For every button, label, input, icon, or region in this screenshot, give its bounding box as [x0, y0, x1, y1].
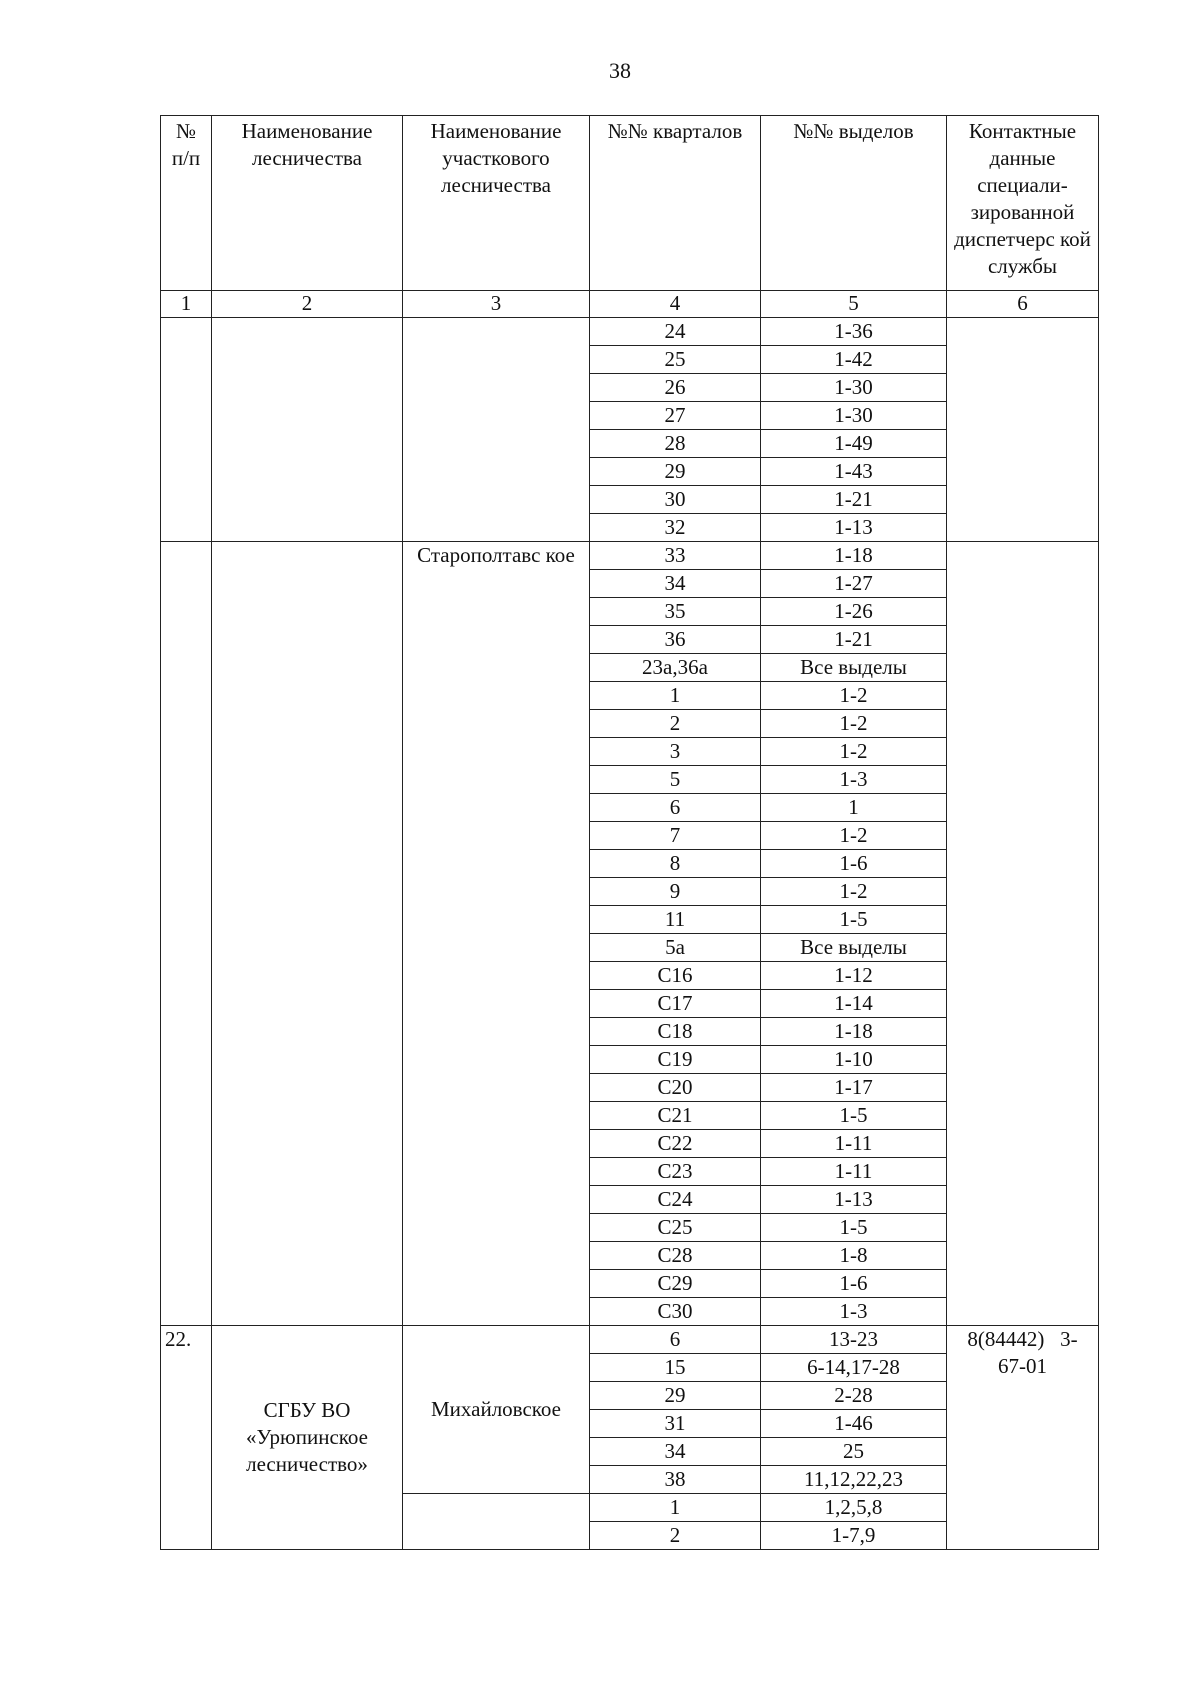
quarter-cell: 3: [590, 738, 761, 766]
quarter-cell: 15: [590, 1354, 761, 1382]
contact-cell: [947, 1326, 1099, 1550]
quarter-cell: С25: [590, 1214, 761, 1242]
quarter-cell: С23: [590, 1158, 761, 1186]
quarter-cell: С29: [590, 1270, 761, 1298]
plots-cell: 1-11: [761, 1130, 947, 1158]
plots-cell: 13-23: [761, 1326, 947, 1354]
forestry-table: [160, 115, 1099, 1550]
plots-cell: Все выделы: [761, 934, 947, 962]
quarter-cell: 29: [590, 1382, 761, 1410]
quarter-cell: 2: [590, 710, 761, 738]
quarter-cell: 1: [590, 1494, 761, 1522]
plots-cell: 1-11: [761, 1158, 947, 1186]
plots-cell: 6-14,17-28: [761, 1354, 947, 1382]
forestry-cell: [212, 318, 403, 542]
plots-cell: 1-8: [761, 1242, 947, 1270]
contact-phone-line2: 67-01: [998, 1354, 1047, 1378]
quarter-cell: 29: [590, 458, 761, 486]
contact-phone-line1: 8(84442) 3-: [967, 1327, 1078, 1351]
plots-cell: 2-28: [761, 1382, 947, 1410]
quarter-cell: 35: [590, 598, 761, 626]
plots-cell: 1-3: [761, 1298, 947, 1326]
plots-cell: 1-36: [761, 318, 947, 346]
plots-cell: 1-21: [761, 486, 947, 514]
plots-cell: 1-49: [761, 430, 947, 458]
plots-cell: 1-5: [761, 1214, 947, 1242]
plots-cell: 1-13: [761, 514, 947, 542]
plots-cell: 1-10: [761, 1046, 947, 1074]
column-number: 5: [761, 291, 947, 318]
column-number: 4: [590, 291, 761, 318]
column-number: 3: [403, 291, 590, 318]
plots-cell: 1-27: [761, 570, 947, 598]
quarter-cell: С24: [590, 1186, 761, 1214]
plots-cell: 1-12: [761, 962, 947, 990]
header-contacts: Контактные данные специали-зированной диспетчерс кой службы: [947, 116, 1099, 291]
header-forestry: Наименование лесничества: [212, 116, 403, 291]
plots-cell: 1-18: [761, 1018, 947, 1046]
quarter-cell: С17: [590, 990, 761, 1018]
plots-cell: Все выделы: [761, 654, 947, 682]
quarter-cell: С20: [590, 1074, 761, 1102]
quarter-cell: 34: [590, 1438, 761, 1466]
table-header-row: [161, 116, 1099, 291]
number-cell: [161, 542, 212, 1326]
quarter-cell: 27: [590, 402, 761, 430]
quarter-cell: С28: [590, 1242, 761, 1270]
plots-cell: 1-13: [761, 1186, 947, 1214]
forestry-cell: [212, 542, 403, 1326]
table-row: [161, 1326, 1099, 1354]
quarter-cell: 5: [590, 766, 761, 794]
plots-cell: 1-42: [761, 346, 947, 374]
plots-cell: 1-18: [761, 542, 947, 570]
quarter-cell: 28: [590, 430, 761, 458]
quarter-cell: С21: [590, 1102, 761, 1130]
header-district: Наименование участкового лесничества: [403, 116, 590, 291]
district-cell: [403, 1494, 590, 1550]
plots-cell: 1-30: [761, 402, 947, 430]
table-row: [161, 318, 1099, 346]
district-cell: [403, 318, 590, 542]
district-name-cell: Михайловское: [403, 1326, 590, 1494]
column-number: 1: [161, 291, 212, 318]
number-cell: 22.: [161, 1326, 212, 1550]
plots-cell: 1-5: [761, 906, 947, 934]
quarter-cell: 38: [590, 1466, 761, 1494]
plots-cell: 25: [761, 1438, 947, 1466]
plots-cell: 11,12,22,23: [761, 1466, 947, 1494]
plots-cell: 1-6: [761, 1270, 947, 1298]
quarter-cell: 2: [590, 1522, 761, 1550]
plots-cell: 1-2: [761, 822, 947, 850]
forestry-name-cell: СГБУ ВО «Урюпинское лесничество»: [212, 1326, 403, 1550]
plots-cell: 1-14: [761, 990, 947, 1018]
quarter-cell: 9: [590, 878, 761, 906]
column-number: 6: [947, 291, 1099, 318]
plots-cell: 1,2,5,8: [761, 1494, 947, 1522]
plots-cell: 1-2: [761, 710, 947, 738]
quarter-cell: С30: [590, 1298, 761, 1326]
quarter-cell: 8: [590, 850, 761, 878]
plots-cell: 1-2: [761, 878, 947, 906]
contact-cell: [947, 318, 1099, 542]
quarter-cell: С18: [590, 1018, 761, 1046]
quarter-cell: 30: [590, 486, 761, 514]
quarter-cell: 32: [590, 514, 761, 542]
quarter-cell: 5а: [590, 934, 761, 962]
quarter-cell: 7: [590, 822, 761, 850]
quarter-cell: 6: [590, 794, 761, 822]
page-number: 38: [609, 58, 631, 83]
quarter-cell: 36: [590, 626, 761, 654]
quarter-cell: 23а,36а: [590, 654, 761, 682]
header-plots: №№ выделов: [761, 116, 947, 291]
plots-cell: 1-21: [761, 626, 947, 654]
plots-cell: 1-26: [761, 598, 947, 626]
quarter-cell: 25: [590, 346, 761, 374]
contact-cell: [947, 542, 1099, 1326]
quarter-cell: С19: [590, 1046, 761, 1074]
number-cell: [161, 318, 212, 542]
plots-cell: 1-43: [761, 458, 947, 486]
header-number: № п/п: [161, 116, 212, 291]
quarter-cell: 26: [590, 374, 761, 402]
plots-cell: 1-6: [761, 850, 947, 878]
plots-cell: 1-46: [761, 1410, 947, 1438]
plots-cell: 1-30: [761, 374, 947, 402]
plots-cell: 1-7,9: [761, 1522, 947, 1550]
quarter-cell: 34: [590, 570, 761, 598]
table-body: [161, 318, 1099, 1550]
plots-cell: 1-3: [761, 766, 947, 794]
plots-cell: 1: [761, 794, 947, 822]
header-quarters: №№ кварталов: [590, 116, 761, 291]
plots-cell: 1-2: [761, 682, 947, 710]
quarter-cell: 11: [590, 906, 761, 934]
quarter-cell: 31: [590, 1410, 761, 1438]
quarter-cell: 6: [590, 1326, 761, 1354]
plots-cell: 1-2: [761, 738, 947, 766]
column-number: 2: [212, 291, 403, 318]
plots-cell: 1-17: [761, 1074, 947, 1102]
column-number-row: [161, 291, 1099, 318]
quarter-cell: 1: [590, 682, 761, 710]
table-row: [161, 542, 1099, 570]
plots-cell: 1-5: [761, 1102, 947, 1130]
district-name-cell: Старополтавс кое: [403, 542, 590, 1326]
quarter-cell: 33: [590, 542, 761, 570]
quarter-cell: С22: [590, 1130, 761, 1158]
quarter-cell: 24: [590, 318, 761, 346]
quarter-cell: С16: [590, 962, 761, 990]
